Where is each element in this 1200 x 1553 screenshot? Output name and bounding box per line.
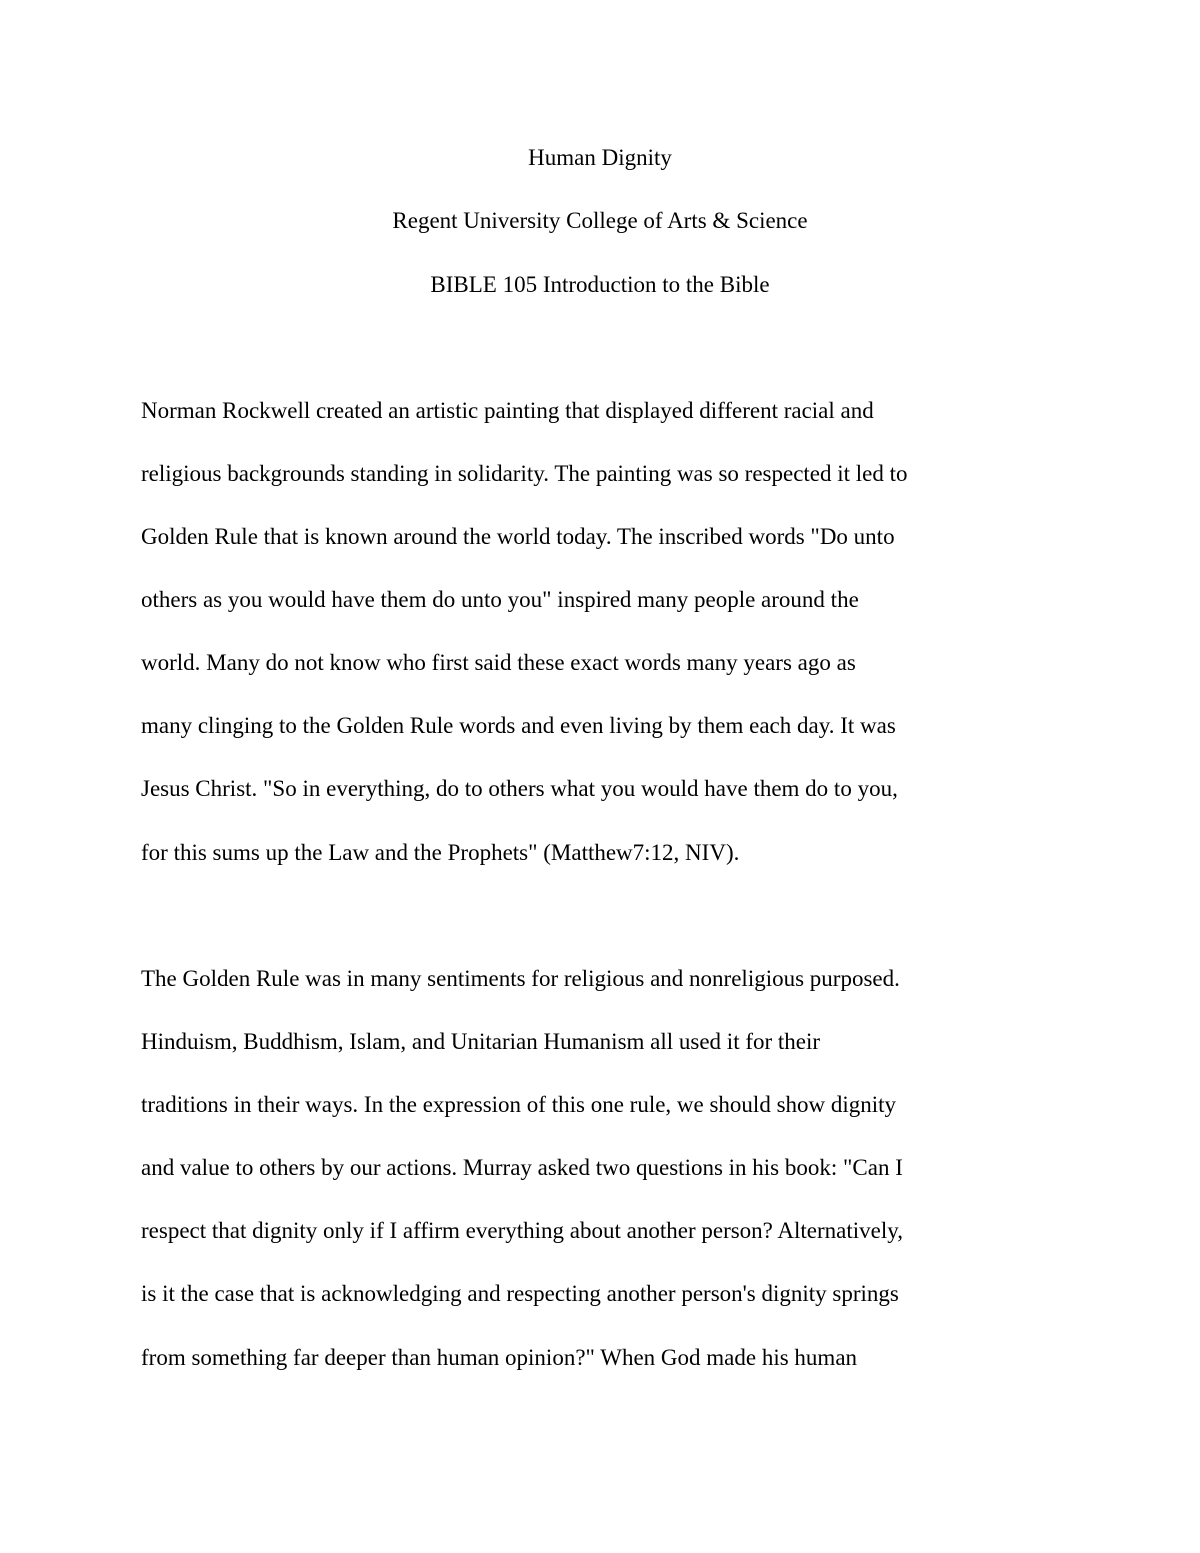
paragraph-line: others as you would have them do unto you" inspired many people around the	[141, 587, 859, 612]
paragraph-line: is it the case that is acknowledging and respecting another person's dignity springs	[141, 1281, 899, 1306]
paragraph-line: respect that dignity only if I affirm everything about another person? Alternatively,	[141, 1218, 903, 1243]
paragraph-line: world. Many do not know who first said these exact words many years ago as	[141, 650, 856, 675]
paragraph-line: religious backgrounds standing in solidarity. The painting was so respected it led to	[141, 461, 908, 486]
course-line: BIBLE 105 Introduction to the Bible	[430, 272, 770, 297]
paragraph-line: Hinduism, Buddhism, Islam, and Unitarian Humanism all used it for their	[141, 1029, 821, 1054]
institution-line: Regent University College of Arts & Science	[392, 208, 808, 233]
paragraph-line: and value to others by our actions. Murray asked two questions in his book: "Can I	[141, 1155, 903, 1180]
paragraph-line: many clinging to the Golden Rule words and even living by them each day. It was	[141, 713, 896, 738]
paragraph-line: for this sums up the Law and the Prophets" (Matthew7:12, NIV).	[141, 840, 740, 865]
paragraph-line: Norman Rockwell created an artistic painting that displayed different racial and	[141, 398, 874, 423]
paragraph-line: The Golden Rule was in many sentiments for religious and nonreligious purposed.	[141, 966, 900, 991]
paragraph-line: Golden Rule that is known around the world today. The inscribed words "Do unto	[141, 524, 895, 549]
paragraph-line: traditions in their ways. In the expression of this one rule, we should show dignity	[141, 1092, 897, 1117]
paragraph-line: from something far deeper than human opinion?" When God made his human	[141, 1345, 858, 1370]
paragraph-line: Jesus Christ. "So in everything, do to others what you would have them do to you,	[141, 776, 898, 801]
document-title: Human Dignity	[528, 145, 672, 170]
